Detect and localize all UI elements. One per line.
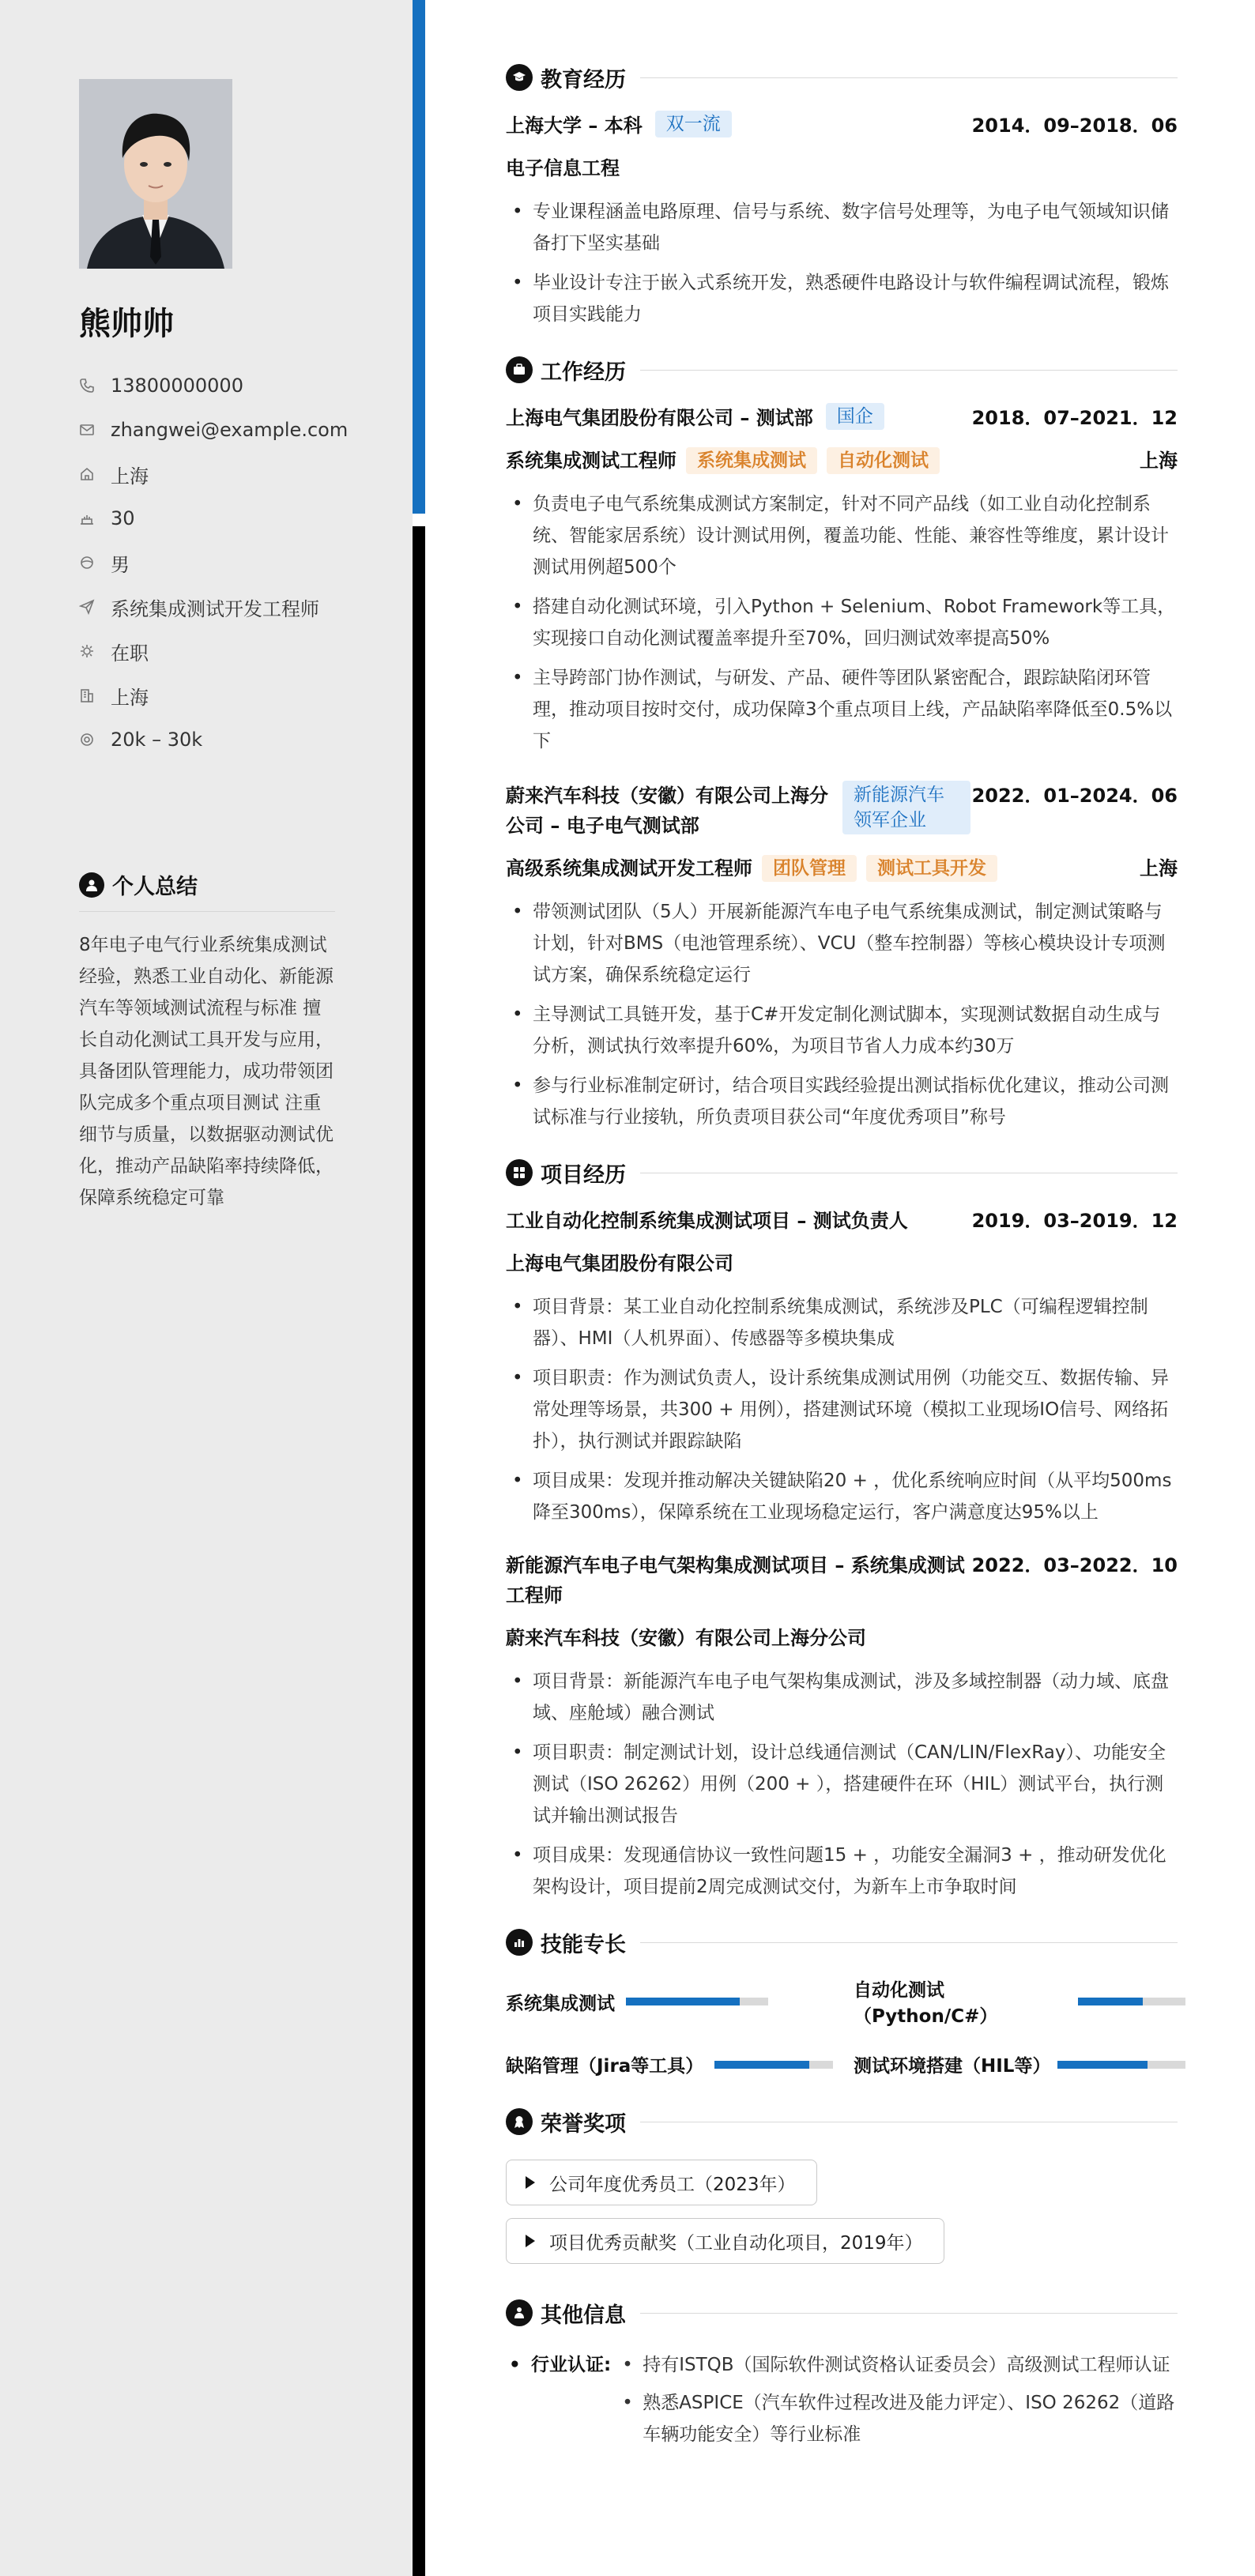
summary-text: 8年电子电气行业系统集成测试经验，熟悉工业自动化、新能源汽车等领域测试流程与标准 擅长自动化测试工具开发与应用，具备团队管理能力，成功带领团队完成多个重点项目测试 注重细节与质量，以数据驱动测试优化，推动产品缺陷率持续降低，保障系统稳定可靠 (79, 935, 334, 1208)
list-item: • 项目背景：新能源汽车电子电气架构集成测试，涉及多域控制器（动力域、底盘域、座舱域）融合测试 (506, 1666, 1178, 1729)
mail-icon (79, 422, 95, 438)
info-item-email (79, 408, 379, 452)
section-divider (640, 370, 1178, 371)
skill-item (854, 1975, 1185, 2028)
list-item: • 搭建自动化测试环境，引入Python + Selenium、Robot Framework等工具，实现接口自动化测试覆盖率提升至70%，回归测试效率提高50% (506, 591, 1178, 654)
contact-info-list (79, 363, 379, 762)
work-entry (506, 781, 1178, 1133)
project-date: 2022．03–2022．10 (971, 1554, 1178, 1576)
summary-header (79, 869, 335, 912)
education-header (506, 57, 1178, 98)
info-item-job (79, 585, 379, 629)
project-company-row (506, 1623, 1178, 1653)
projects-title: 项目经历 (541, 1162, 626, 1188)
info-text: 13800000000 (111, 375, 243, 397)
other-header (506, 2292, 1178, 2333)
role-tag: 团队管理 (762, 855, 857, 882)
info-item-salary (79, 717, 379, 762)
school-tag: 双一流 (655, 111, 732, 137)
skill-item (854, 2051, 1185, 2077)
skill-name: 自动化测试（Python/C#） (854, 1980, 998, 2027)
projects-header (506, 1152, 1178, 1193)
major-name: 电子信息工程 (506, 157, 620, 179)
company-tag: 国企 (826, 403, 884, 430)
list-item: • 毕业设计专注于嵌入式系统开发，熟悉硬件电路设计与软件编程调试流程，锻炼项目实践能力 (506, 267, 1178, 330)
list-item: • 项目背景：某工业自动化控制系统集成测试，系统涉及PLC（可编程逻辑控制器）、HMI（人机界面）、传感器等多模块集成 (506, 1291, 1178, 1354)
list-item: • 专业课程涵盖电路原理、信号与系统、数字信号处理等，为电子电气领域知识储备打下坚实基础 (506, 196, 1178, 259)
skill-bar-fill (1057, 2061, 1147, 2069)
accent-bar-black (413, 526, 425, 2576)
education-bullets (506, 196, 1178, 330)
role-tag: 系统集成测试 (686, 447, 817, 474)
list-item: • 参与行业标准制定研讨，结合项目实践经验提出测试指标优化建议，推动公司测试标准与行业接轨，所负责项目获公司“年度优秀项目”称号 (506, 1070, 1178, 1133)
company-tag: 新能源汽车领军企业 (842, 781, 970, 834)
work-bullets (506, 896, 1178, 1133)
project-entry (506, 1206, 1178, 1528)
work-row (506, 781, 1178, 841)
award-text: 公司年度优秀员工（2023年） (549, 2174, 796, 2195)
project-company: 上海电气集团股份有限公司 (506, 1252, 733, 1275)
skill-bar-fill (714, 2061, 809, 2069)
info-item-gender (79, 540, 379, 585)
role-name: 高级系统集成测试开发工程师 (506, 857, 752, 879)
user-icon (79, 872, 104, 898)
school-name: 上海大学 – 本科 (506, 115, 643, 137)
skill-bar (1057, 2061, 1185, 2069)
list-item: • 项目成果：发现并推动解决关键缺陷20 + ，优化系统响应时间（从平均500ms降至300ms），保障系统在工业现场稳定运行，客户满意度达95%以上 (506, 1465, 1178, 1528)
send-icon (79, 599, 95, 615)
status-icon (79, 643, 95, 659)
cert-list (616, 2349, 1178, 2457)
work-title: 工作经历 (541, 360, 626, 385)
skill-bar (1078, 1998, 1185, 2005)
section-divider (640, 2313, 1178, 2314)
list-item: • 熟悉ASPICE（汽车软件过程改进及能力评定）、ISO 26262（道路车辆功能安全）等行业标准 (616, 2387, 1178, 2450)
section-divider (640, 1942, 1178, 1943)
skill-bar-fill (1078, 1998, 1143, 2005)
education-row (506, 111, 1178, 141)
skills-grid (506, 1975, 1178, 2077)
summary-title: 个人总结 (112, 875, 198, 899)
info-text: zhangwei@example.com (111, 419, 349, 441)
list-item: • 主导跨部门协作测试，与研发、产品、硬件等团队紧密配合，跟踪缺陷闭环管理，推动项目按时交付，成功保障3个重点项目上线，产品缺陷率降低至0.5%以下 (506, 662, 1178, 757)
role-row (506, 446, 1178, 476)
role-row (506, 853, 1178, 883)
info-text: 上海 (111, 465, 149, 488)
company-name: 上海电气集团股份有限公司 – 测试部 (506, 407, 813, 429)
skill-item (506, 1975, 854, 2028)
major-row (506, 153, 1178, 183)
section-divider (640, 77, 1178, 78)
awards-title: 荣誉奖项 (541, 2111, 626, 2137)
work-bullets (506, 488, 1178, 757)
home-icon (79, 466, 95, 482)
work-location: 上海 (1140, 857, 1178, 879)
project-entry (506, 1550, 1178, 1903)
building-icon (79, 687, 95, 703)
info-text: 男 (111, 553, 130, 576)
work-location: 上海 (1140, 450, 1178, 472)
grid-icon (506, 1159, 533, 1186)
project-company-row (506, 1248, 1178, 1279)
info-item-phone (79, 363, 379, 408)
info-item-age (79, 496, 379, 540)
info-text: 20k – 30k (111, 729, 203, 751)
education-entry (506, 111, 1178, 330)
skill-name: 缺陷管理（Jira等工具） (506, 2056, 704, 2077)
awards-list (506, 2160, 1178, 2277)
age-icon (79, 510, 95, 526)
list-item: • 项目职责：制定测试计划，设计总线通信测试（CAN/LIN/FlexRay）、功能安全测试（ISO 26262）用例（200 + ），搭建硬件在环（HIL）测试平台，执行测试并输出测试报告 (506, 1737, 1178, 1832)
list-item: • 负责电子电气系统集成测试方案制定，针对不同产品线（如工业自动化控制系统、智能家居系统）设计测试用例，覆盖功能、性能、兼容性等维度，累计设计测试用例超500个 (506, 488, 1178, 583)
work-date: 2022．01–2024．06 (971, 785, 1178, 807)
education-title: 教育经历 (541, 67, 626, 92)
skill-bar (626, 1998, 768, 2005)
main-content (506, 57, 1178, 2457)
info-item-status (79, 629, 379, 673)
info-text: 在职 (111, 642, 149, 665)
project-name: 工业自动化控制系统集成测试项目 – 测试负责人 (506, 1210, 908, 1232)
work-row (506, 403, 1178, 433)
award-item (506, 2160, 817, 2205)
info-item-city (79, 452, 379, 496)
gender-icon (79, 555, 95, 571)
info-text: 30 (111, 507, 135, 529)
other-info (506, 2349, 1178, 2457)
salary-icon (79, 732, 95, 748)
other-title: 其他信息 (541, 2303, 626, 2328)
education-date: 2014．09–2018．06 (971, 115, 1178, 137)
profile-name: 熊帅帅 (79, 306, 174, 342)
list-item: • 持有ISTQB（国际软件测试资格认证委员会）高级测试工程师认证 (616, 2349, 1178, 2381)
info-text: 系统集成测试开发工程师 (111, 597, 319, 620)
award-text: 项目优秀贡献奖（工业自动化项目，2019年） (549, 2232, 923, 2254)
graduation-cap-icon (506, 64, 533, 91)
skill-item (506, 2051, 854, 2077)
work-entry (506, 403, 1178, 757)
triangle-right-icon (526, 2176, 535, 2189)
skill-name: 测试环境搭建（HIL等） (854, 2056, 1051, 2077)
work-header (506, 349, 1178, 390)
list-item: • 项目成果：发现通信协议一致性问题15 + ，功能安全漏洞3 + ，推动研发优化架构设计，项目提前2周完成测试交付，为新车上市争取时间 (506, 1840, 1178, 1903)
phone-icon (79, 378, 95, 394)
project-row (506, 1550, 1178, 1610)
briefcase-icon (506, 356, 533, 383)
company-name: 蔚来汽车科技（安徽）有限公司上海分公司 – 电子电气测试部 (506, 785, 828, 837)
people-icon (506, 2299, 533, 2326)
skill-name: 系统集成测试 (506, 1993, 615, 2014)
awards-header (506, 2101, 1178, 2142)
list-item: • 项目职责：作为测试负责人，设计系统集成测试用例（功能交互、数据传输、异常处理等场景，共300 + 用例），搭建测试环境（模拟工业现场IO信号、网络拓扑），执行测试并跟踪缺陷 (506, 1362, 1178, 1457)
list-item: • 主导测试工具链开发，基于C#开发定制化测试脚本，实现测试数据自动生成与分析，测试执行效率提升60%，为项目节省人力成本约30万 (506, 999, 1178, 1062)
skill-bar-fill (626, 1998, 740, 2005)
project-company: 蔚来汽车科技（安徽）有限公司上海分公司 (506, 1627, 866, 1649)
project-row (506, 1206, 1178, 1236)
triangle-right-icon (526, 2235, 535, 2247)
skill-bar (714, 2061, 833, 2069)
info-text: 上海 (111, 686, 149, 709)
role-tag: 自动化测试 (827, 447, 940, 474)
accent-bar-blue (413, 0, 425, 514)
info-item-location (79, 673, 379, 717)
bar-chart-icon (506, 1929, 533, 1956)
award-item (506, 2218, 944, 2264)
cert-label: • 行业认证: (506, 2349, 611, 2457)
work-date: 2018．07–2021．12 (971, 407, 1178, 429)
list-item: • 带领测试团队（5人）开展新能源汽车电子电气系统集成测试，制定测试策略与计划，针对BMS（电池管理系统）、VCU（整车控制器）等核心模块设计专项测试方案，确保系统稳定运行 (506, 896, 1178, 991)
award-icon (506, 2108, 533, 2135)
project-bullets (506, 1666, 1178, 1903)
role-name: 系统集成测试工程师 (506, 450, 676, 472)
role-tag: 测试工具开发 (866, 855, 997, 882)
project-date: 2019．03–2019．12 (971, 1210, 1178, 1232)
profile-photo (79, 79, 232, 269)
project-name: 新能源汽车电子电气架构集成测试项目 – 系统集成测试工程师 (506, 1554, 965, 1606)
project-bullets (506, 1291, 1178, 1528)
skills-header (506, 1922, 1178, 1963)
skills-title: 技能专长 (541, 1932, 626, 1957)
